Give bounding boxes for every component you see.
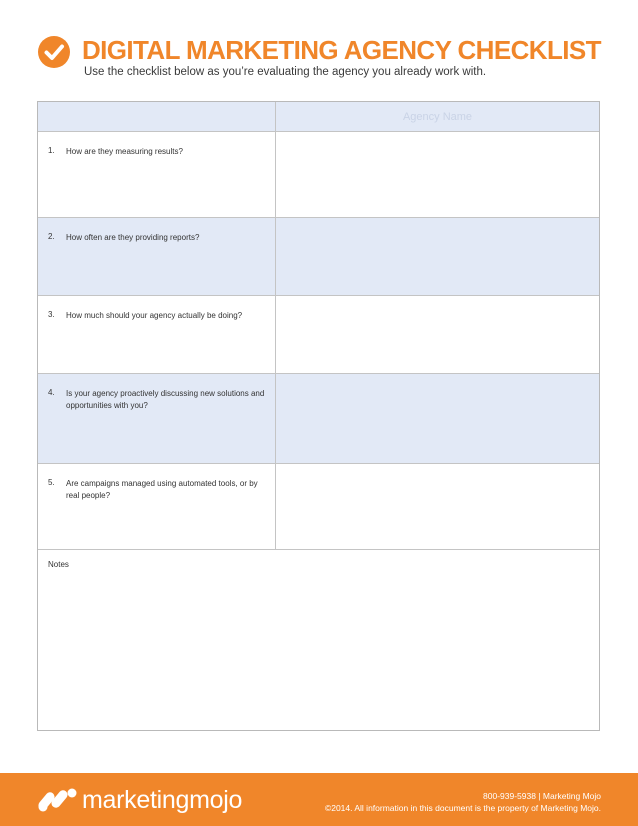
agency-column-header[interactable] xyxy=(276,102,599,131)
logo-mark-icon xyxy=(38,787,78,813)
question-text: Are campaigns managed using automated tools, or by real people? xyxy=(66,479,258,500)
page-subtitle: Use the checklist below as you’re evaluating the agency you already work with. xyxy=(84,66,487,78)
question-cell xyxy=(38,464,276,549)
marketingmojo-logo xyxy=(38,785,268,815)
page-footer xyxy=(0,773,638,826)
question-text: Is your agency proactively discussing new solutions and opportunities with you? xyxy=(66,389,265,410)
checklist-table xyxy=(37,101,600,731)
table-row xyxy=(38,296,599,374)
question-cell xyxy=(38,132,276,217)
agency-name-label: Agency Name xyxy=(402,111,473,123)
answer-cell[interactable] xyxy=(276,218,599,295)
question-number: 5. xyxy=(48,478,55,487)
logo-text: marketingmojo xyxy=(82,786,243,814)
question-number: 1. xyxy=(48,146,55,155)
question-cell xyxy=(38,374,276,463)
table-row xyxy=(38,218,599,296)
question-number: 2. xyxy=(48,232,55,241)
question-cell xyxy=(38,218,276,295)
answer-cell[interactable] xyxy=(276,374,599,463)
question-cell xyxy=(38,296,276,373)
page-header xyxy=(38,30,608,82)
copyright-line: ©2014. All information in this document is the property of Marketing Mojo. xyxy=(324,803,601,813)
table-row xyxy=(38,132,599,218)
answer-cell[interactable] xyxy=(276,296,599,373)
checkmark-circle-icon xyxy=(38,36,70,68)
answer-cell[interactable] xyxy=(276,464,599,549)
question-text: How much should your agency actually be doing? xyxy=(66,311,243,320)
table-header-row xyxy=(38,102,599,132)
footer-contact xyxy=(325,790,601,814)
question-number: 4. xyxy=(48,388,55,397)
question-text: How often are they providing reports? xyxy=(66,233,200,242)
question-text: How are they measuring results? xyxy=(66,147,183,156)
table-row xyxy=(38,374,599,464)
table-row xyxy=(38,464,599,550)
question-number: 3. xyxy=(48,310,55,319)
notes-label: Notes xyxy=(48,560,69,569)
question-column-header xyxy=(38,102,276,131)
page-title: DIGITAL MARKETING AGENCY CHECKLIST xyxy=(82,35,601,65)
answer-cell[interactable] xyxy=(276,132,599,217)
notes-row[interactable] xyxy=(38,550,599,730)
contact-line: 800-939-5938 | Marketing Mojo xyxy=(483,791,601,801)
